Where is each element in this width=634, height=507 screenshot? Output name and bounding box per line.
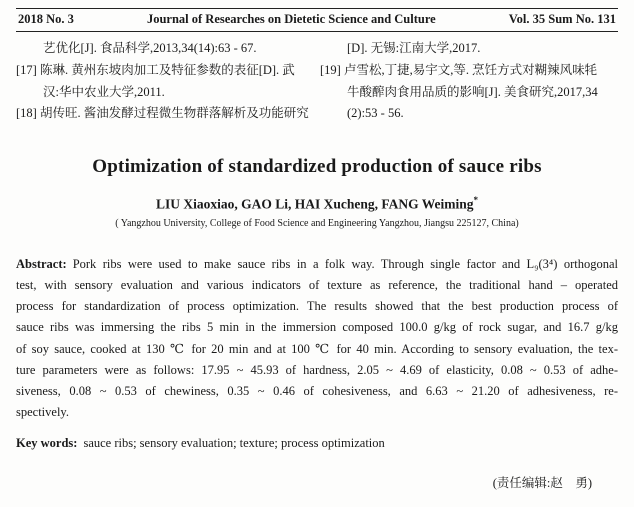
- reference-line: [17] 陈琳. 黄州东坡肉加工及特征参数的表征[D]. 武: [16, 62, 295, 77]
- references-section: [16, 38, 618, 125]
- reference-line: 汉:华中农业大学,2011.: [43, 84, 165, 99]
- corresponding-author-mark: *: [473, 195, 479, 206]
- affiliation-line: ( Yangzhou University, College of Food Science and Engineering Yangzhou, Jiangsu 225127, China): [115, 217, 519, 229]
- abstract-section: [16, 254, 618, 424]
- reference-line: (2):53 - 56.: [347, 106, 404, 121]
- keywords-line: [16, 436, 618, 451]
- abstract-line: process for standardization of process optimization. The results showed that the best production process of: [16, 299, 618, 314]
- authors-names: LIU Xiaoxiao, GAO Li, HAI Xucheng, FANG Weiming: [155, 196, 474, 212]
- reference-line: 牛酸醡肉食用品质的影响[J]. 美食研究,2017,34: [347, 84, 598, 99]
- authors-line: [16, 195, 618, 213]
- keywords-label: Key words:: [16, 436, 78, 451]
- keywords-value: sauce ribs; sensory evaluation; texture; process optimization: [83, 436, 385, 451]
- abstract-line: spectively.: [16, 405, 69, 420]
- reference-line: 艺优化[J]. 食品科学,2013,34(14):63 - 67.: [43, 41, 257, 55]
- editor-note: (责任编辑:赵 勇): [492, 476, 592, 491]
- abstract-line: sauce ribs was immersing the ribs 5 min in the immersion composed 100.0 g/kg of rock sugar, and 16.7 g/kg: [16, 320, 618, 335]
- abstract-line: ture parameters were as follows: 17.95 ~ 45.93 of hardness, 2.05 ~ 4.69 of elasticity, 0.08 ~ 0.53 of adhe-: [16, 362, 618, 377]
- abstract-line: of soy sauce, cooked at 130 ℃ for 20 min and at 100 ℃ for 40 min. According to sensory evaluation, the tex-: [16, 341, 618, 356]
- paper-title: Optimization of standardized production of sauce ribs: [92, 156, 542, 178]
- abstract-text: Pork ribs were used to make sauce ribs in a folk way. Through single factor and L₉(3⁴) orthogonal: [72, 256, 618, 271]
- abstract-line: siveness, 0.08 ~ 0.53 of chewiness, 0.35 ~ 0.46 of cohesiveness, and 6.63 ~ 21.20 of adhesiveness, re-: [16, 383, 618, 398]
- journal-header: [16, 8, 618, 32]
- reference-line: [D]. 无锡:江南大学,2017.: [347, 41, 481, 55]
- reference-line: [18] 胡传旺. 酱油发酵过程微生物群落解析及功能研究: [16, 106, 309, 121]
- abstract-label: Abstract:: [16, 256, 67, 271]
- abstract-line: [16, 254, 618, 275]
- header-volume: Vol. 35 Sum No. 131: [508, 12, 616, 26]
- abstract-line: test, with sensory evaluation and various indicators of texture as reference, the traditional hand – operated: [16, 277, 618, 292]
- references-right-column: [320, 38, 618, 125]
- references-left-column: [16, 38, 314, 125]
- header-issue: 2018 No. 3: [18, 12, 74, 26]
- header-journal-name: Journal of Researches on Dietetic Science and Culture: [146, 12, 436, 26]
- reference-line: [19] 卢雪松,丁捷,易宇文,等. 烹饪方式对糊辣风味牦: [320, 62, 598, 77]
